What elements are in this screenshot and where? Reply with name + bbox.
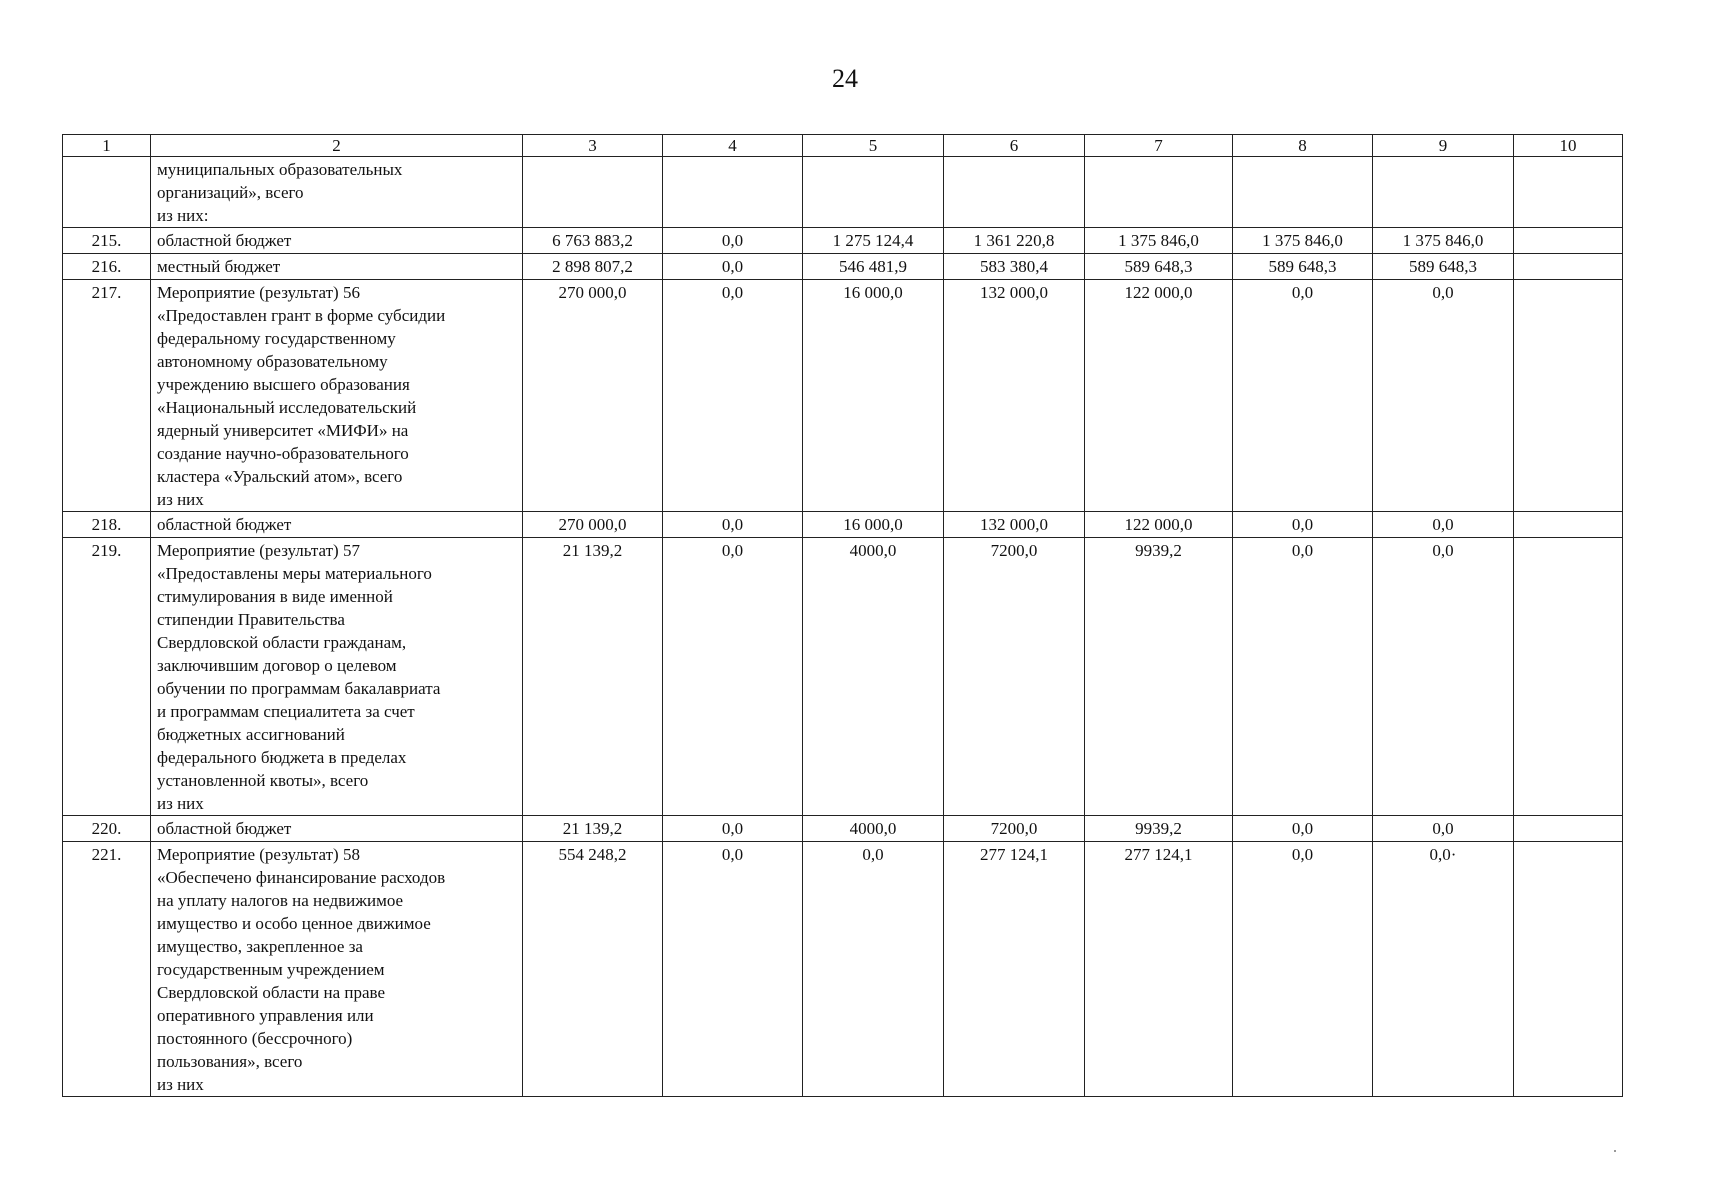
value-cell-col-5: 1 275 124,4 [803, 228, 944, 254]
row-number-cell: 219. [63, 538, 151, 816]
table-row [63, 512, 1623, 538]
description-line: областной бюджет [157, 231, 292, 250]
table-row [63, 816, 1623, 842]
description-line: Мероприятие (результат) 56 [157, 283, 360, 302]
description-line: создание научно-образовательного [157, 444, 409, 463]
header-cell: 9 [1373, 135, 1514, 157]
header-cell: 1 [63, 135, 151, 157]
column-numbers-row [63, 135, 1623, 157]
value-cell-col-5: 4000,0 [803, 538, 944, 816]
description-cell [151, 538, 523, 816]
value-cell-col-10 [1514, 157, 1623, 228]
description-line: муниципальных образовательных [157, 160, 403, 179]
description-line: Мероприятие (результат) 57 [157, 541, 360, 560]
value-cell-col-7: 9939,2 [1085, 816, 1233, 842]
header-cell: 3 [523, 135, 663, 157]
value-cell-col-5: 4000,0 [803, 816, 944, 842]
value-cell-col-9: 0,0 [1373, 512, 1514, 538]
value-cell-col-7: 122 000,0 [1085, 512, 1233, 538]
value-cell-col-6 [944, 157, 1085, 228]
description-line: стипендии Правительства [157, 610, 345, 629]
description-line: федеральному государственному [157, 329, 396, 348]
value-cell-col-6: 1 361 220,8 [944, 228, 1085, 254]
description-line: Свердловской области на праве [157, 983, 386, 1002]
value-cell-col-5: 16 000,0 [803, 512, 944, 538]
value-cell-col-3: 270 000,0 [523, 512, 663, 538]
description-line: областной бюджет [157, 515, 292, 534]
value-cell-col-6: 132 000,0 [944, 512, 1085, 538]
description-cell [151, 816, 523, 842]
value-cell-col-3: 6 763 883,2 [523, 228, 663, 254]
description-line: государственным учреждением [157, 960, 385, 979]
value-cell-col-8: 0,0 [1233, 816, 1373, 842]
header-cell: 10 [1514, 135, 1623, 157]
row-number-cell: 221. [63, 842, 151, 1097]
row-number-cell: 220. [63, 816, 151, 842]
value-cell-col-3 [523, 157, 663, 228]
description-line: оперативного управления или [157, 1006, 374, 1025]
value-cell-col-9: 0,0 [1373, 816, 1514, 842]
value-cell-col-6: 277 124,1 [944, 842, 1085, 1097]
value-cell-col-10 [1514, 842, 1623, 1097]
description-cell [151, 842, 523, 1097]
scan-speck [1614, 1150, 1616, 1152]
description-line: из них [157, 794, 204, 813]
description-line: «Обеспечено финансирование расходов [157, 868, 446, 887]
value-cell-col-8: 0,0 [1233, 280, 1373, 512]
row-number-cell: 215. [63, 228, 151, 254]
description-line: «Предоставлен грант в форме субсидии [157, 306, 446, 325]
value-cell-col-8: 0,0 [1233, 512, 1373, 538]
value-cell-col-7: 1 375 846,0 [1085, 228, 1233, 254]
value-cell-col-9 [1373, 157, 1514, 228]
value-cell-col-4: 0,0 [663, 538, 803, 816]
value-cell-col-8 [1233, 157, 1373, 228]
description-cell [151, 228, 523, 254]
description-line: обучении по программам бакалавриата [157, 679, 441, 698]
table-row [63, 538, 1623, 816]
description-cell [151, 254, 523, 280]
value-cell-col-4: 0,0 [663, 512, 803, 538]
value-cell-col-7: 277 124,1 [1085, 842, 1233, 1097]
value-cell-col-9: 1 375 846,0 [1373, 228, 1514, 254]
table-row [63, 254, 1623, 280]
header-cell: 2 [151, 135, 523, 157]
value-cell-col-8: 0,0 [1233, 842, 1373, 1097]
header-cell: 4 [663, 135, 803, 157]
value-cell-col-7: 122 000,0 [1085, 280, 1233, 512]
description-line: ядерный университет «МИФИ» на [157, 421, 409, 440]
value-cell-col-6: 7200,0 [944, 538, 1085, 816]
value-cell-col-3: 21 139,2 [523, 538, 663, 816]
value-cell-col-9: 0,0 [1373, 280, 1514, 512]
value-cell-col-4: 0,0 [663, 228, 803, 254]
value-cell-col-10 [1514, 228, 1623, 254]
value-cell-col-6: 583 380,4 [944, 254, 1085, 280]
value-cell-col-4: 0,0 [663, 280, 803, 512]
value-cell-col-7: 589 648,3 [1085, 254, 1233, 280]
value-cell-col-10 [1514, 280, 1623, 512]
value-cell-col-6: 132 000,0 [944, 280, 1085, 512]
header-cell: 6 [944, 135, 1085, 157]
value-cell-col-9: 0,0 [1373, 538, 1514, 816]
header-cell: 8 [1233, 135, 1373, 157]
value-cell-col-5: 16 000,0 [803, 280, 944, 512]
description-cell [151, 512, 523, 538]
description-line: кластера «Уральский атом», всего [157, 467, 403, 486]
description-line: имущество и особо ценное движимое [157, 914, 431, 933]
value-cell-col-8: 589 648,3 [1233, 254, 1373, 280]
value-cell-col-5: 546 481,9 [803, 254, 944, 280]
description-line: «Национальный исследовательский [157, 398, 417, 417]
description-line: местный бюджет [157, 257, 281, 276]
value-cell-col-9: 589 648,3 [1373, 254, 1514, 280]
table-row [63, 157, 1623, 228]
description-line: на уплату налогов на недвижимое [157, 891, 404, 910]
description-line: бюджетных ассигнований [157, 725, 345, 744]
value-cell-col-3: 2 898 807,2 [523, 254, 663, 280]
row-number-cell: 218. [63, 512, 151, 538]
description-line: постоянного (бессрочного) [157, 1029, 353, 1048]
table-row [63, 842, 1623, 1097]
row-number-cell: 216. [63, 254, 151, 280]
row-number-cell: 217. [63, 280, 151, 512]
value-cell-col-3: 21 139,2 [523, 816, 663, 842]
description-line: организаций», всего [157, 183, 304, 202]
description-line: установленной квоты», всего [157, 771, 369, 790]
description-line: областной бюджет [157, 819, 292, 838]
value-cell-col-4 [663, 157, 803, 228]
value-cell-col-4: 0,0 [663, 254, 803, 280]
value-cell-col-3: 270 000,0 [523, 280, 663, 512]
value-cell-col-5 [803, 157, 944, 228]
description-cell [151, 280, 523, 512]
value-cell-col-7: 9939,2 [1085, 538, 1233, 816]
description-line: Свердловской области гражданам, [157, 633, 407, 652]
value-cell-col-10 [1514, 538, 1623, 816]
page-number: 24 [832, 64, 858, 93]
description-line: и программам специалитета за счет [157, 702, 415, 721]
description-line: из них [157, 490, 204, 509]
value-cell-col-9: 0,0· [1373, 842, 1514, 1097]
description-line: пользования», всего [157, 1052, 303, 1071]
description-line: стимулирования в виде именной [157, 587, 393, 606]
table-row [63, 280, 1623, 512]
value-cell-col-6: 7200,0 [944, 816, 1085, 842]
description-line: из них: [157, 206, 209, 225]
header-cell: 5 [803, 135, 944, 157]
value-cell-col-4: 0,0 [663, 816, 803, 842]
description-line: заключившим договор о целевом [157, 656, 397, 675]
value-cell-col-4: 0,0 [663, 842, 803, 1097]
value-cell-col-7 [1085, 157, 1233, 228]
description-cell [151, 157, 523, 228]
header-cell: 7 [1085, 135, 1233, 157]
row-number-cell [63, 157, 151, 228]
value-cell-col-3: 554 248,2 [523, 842, 663, 1097]
description-line: из них [157, 1075, 204, 1094]
description-line: автономному образовательному [157, 352, 388, 371]
value-cell-col-5: 0,0 [803, 842, 944, 1097]
value-cell-col-8: 1 375 846,0 [1233, 228, 1373, 254]
value-cell-col-10 [1514, 816, 1623, 842]
budget-table [62, 134, 1623, 1097]
value-cell-col-8: 0,0 [1233, 538, 1373, 816]
table-row [63, 228, 1623, 254]
value-cell-col-10 [1514, 254, 1623, 280]
value-cell-col-10 [1514, 512, 1623, 538]
description-line: имущество, закрепленное за [157, 937, 363, 956]
description-line: «Предоставлены меры материального [157, 564, 432, 583]
description-line: Мероприятие (результат) 58 [157, 845, 360, 864]
description-line: учреждению высшего образования [157, 375, 410, 394]
description-line: федерального бюджета в пределах [157, 748, 407, 767]
